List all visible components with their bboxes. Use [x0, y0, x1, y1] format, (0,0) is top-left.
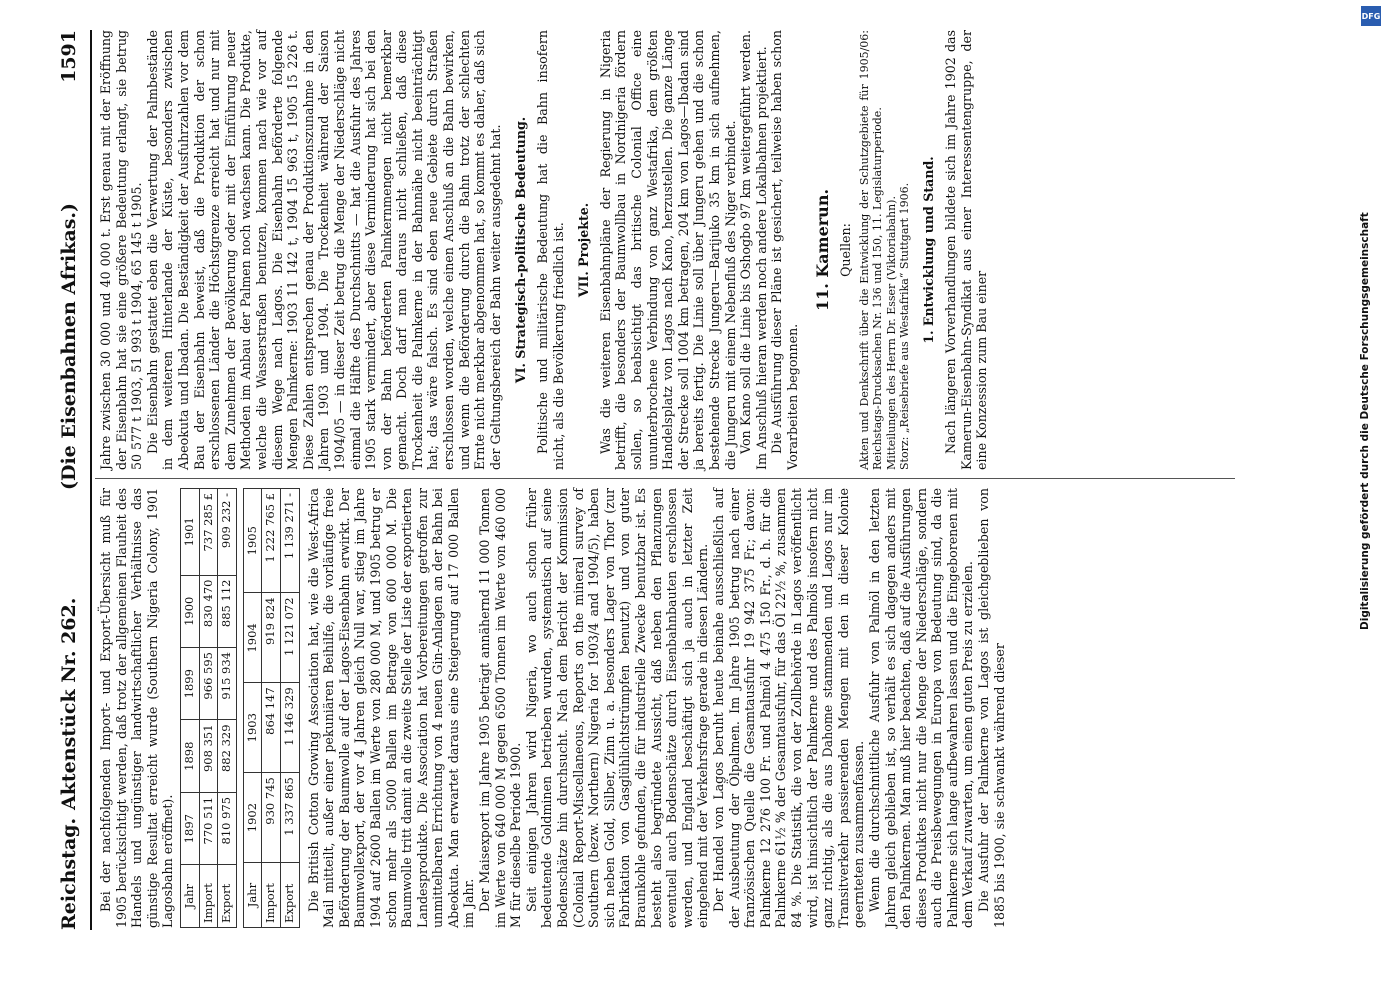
table-cell: 885 112	[218, 575, 237, 647]
paragraph: Der Handel von Lagos beruht heute beinahe ausschließlich auf der Ausbeutung der Ölpalmen. Im Jahre 1905 betrug nach einer französischen Quelle die Gesamtausfuhr 19 942 375 Fr.; davon: Palmkerne 12 276 100 Fr. und Palmöl 4 475 150 Fr., d. h. für die Palmkerne 61½ % der Gesamtausfuhr, für das Öl 22½ %, zusammen 84 %. Die Statistik, die von der Zollbehörde in Lagos veröffentlicht wird, ist hinsichtlich der Palmkerne und des Palmöls insofern nicht ganz richtig, als die aus Dahome stammenden und Lagos nur im Transitverkehr passierenden Mengen mit den in dieser Kolonie geernteten zusammenfassen.	[710, 488, 867, 928]
sources-title: Quellen:	[838, 223, 854, 277]
table-cell: 915 934	[218, 648, 237, 720]
paragraph: Wenn die durchschnittliche Ausfuhr von Palmöl in den letzten Jahren gleich geblieben ist, so verhält es sich dagegen anders mit den Palmkernen. Man muß hier beachten, daß auf die Ausführungen dieses Produktes nicht nur die Menge der Niederschläge, sondern auch die Preisbewegungen in Europa von Bedeutung sind, da die Palmkerne sich lange aufbewahren lassen und die Eingeborenen mit dem Verkauf zuwarten, um einen guten Preis zu erzielen.	[866, 488, 976, 928]
table-header-cell: 1903	[243, 683, 262, 773]
paragraph: Die Eisenbahn gestattet eben die Verwertung der Palmbestände in dem weiteren Hinterlande der Küste, besonders zwischen Abeokuta und Ibadan. Die Beständigkeit der Ausfuhrzahlen vor dem Bau der Eisenbahn beweist, daß die Produktion der schon erschlossenen Länder die Höchstgrenze erreicht hat und nur mit dem Zunehmen der Bevölkerung oder mit der Einführung neuer Methoden im Anbau der Palmen noch wachsen kann. Die Produkte, welche die Wasserstraßen benutzen, kommen nach wie vor auf diesem Wege nach Lagos. Die Eisenbahn beförderte folgende Mengen Palmkerne: 1903 11 142 t, 1904 15 963 t, 1905 15 226 t. Diese Zahlen entsprechen genau der Produktionszunahme in den Jahren 1903 und 1904. Die Trockenheit während der Saison 1904/05 — in dieser Zeit betrug die Menge der Niederschläge nicht einmal die Hälfte des Durchschnitts — hat die Ausfuhr des Jahres 1905 stark vermindert, aber diese Verminderung hat sich bei den von der Bahn beförderten Palmkernmengen nicht bemerkbar gemacht. Doch darf man daraus nicht schließen, daß diese Trockenheit die Palmkerne in der Bahnnähe nicht beeinträchtigt hat; das wäre falsch. Es sind eben neue Gebiete durch Straßen erschlossen worden, welche einen Anschluß an die Bahn bewirken, und wenn die Beförderung durch die Bahn trotz der schlechten Ernte nicht merkbar abgenommen hat, so kommt es daher, daß sich der Geltungsbereich der Bahn weiter ausgedehnt hat.	[144, 30, 503, 470]
table-cell: 882 329	[218, 720, 237, 792]
dfg-logo: DFG	[1361, 6, 1381, 26]
column-divider	[95, 478, 1235, 479]
dfg-watermark	[1357, 0, 1383, 1000]
section-heading: 1. Entwicklung und Stand.	[921, 156, 937, 344]
paragraph: Jahre zwischen 30 000 und 40 000 t. Erst genau mit der Eröffnung der Eisenbahn hat sie eine größere Bedeutung erlangt, sie betrug 50 577 t 1903, 51 993 t 1904, 65 145 t 1905.	[98, 30, 145, 470]
table-header-cell: 1900	[180, 575, 199, 647]
paragraph: Der Maisexport im Jahre 1905 beträgt annähernd 11 000 Tonnen im Werte von 640 000 M gegen 6500 Tonnen im Werte von 460 000 M für dieselbe Periode 1900.	[477, 488, 524, 928]
table-cell: Import	[262, 863, 281, 928]
table-row	[280, 489, 299, 928]
table-cell: 1 121 072	[280, 593, 299, 683]
source-item: Akten und Denkschrift über die Entwicklung der Schutzgebiete für 1905/06: Reichstags-Drucksachen Nr. 136 und 150, 11. Legislaturperiode.	[857, 30, 885, 470]
table-cell: 1 146 329	[280, 683, 299, 773]
paragraph: Die British Cotton Growing Association hat, wie die West-Africa Mail mitteilt, außer einer pekuniären Beihilfe, die vorläufige freie Beförderung der Baumwolle auf der Lagos-Eisenbahn erwirkt. Der Baumwollexport, der vor 4 Jahren gleich Null war, stieg im Jahre 1904 auf 2600 Ballen im Werte von 280 000 M, und 1905 betrug er schon mehr als 5000 Ballen im Betrage von 600 000 M. Die Baumwolle tritt damit an die zweite Stelle der Liste der exportierten Landesprodukte. Die Association hat Vorbereitungen getroffen zur unmittelbaren Errichtung von 4 neuen Gin-Anlagen an der Bahn bei Abeokuta. Man erwartet daraus eine Steigerung auf 17 000 Ballen im Jahr.	[305, 488, 477, 928]
table-cell: Import	[199, 865, 218, 928]
source-item: Mitteilungen des Herrn Dr. Esser (Viktoriabahn).	[884, 196, 898, 470]
table-cell: 1 222 765 £	[262, 489, 281, 593]
table-row	[262, 489, 281, 928]
header-subtitle: (Die Eisenbahnen Afrikas.)	[58, 202, 80, 490]
header-rule	[90, 30, 92, 930]
chapter-heading: 11. Kamerun.	[812, 188, 832, 312]
paragraph: Von Kano soll die Linie bis Oshogbo 97 km weitergeführt werden. Im Anschluß hieran werden noch andere Lokalbahnen projektiert.	[738, 30, 769, 470]
table-header-cell: Jahr	[243, 863, 262, 928]
table-row	[199, 489, 218, 928]
table-row	[218, 489, 237, 928]
table-header-cell: Jahr	[180, 865, 199, 928]
dfg-credit-text: Digitalisierung gefördert durch die Deutsche Forschungsgemeinschaft	[1359, 212, 1371, 630]
table-header-row	[243, 489, 262, 928]
table-header-cell: 1898	[180, 720, 199, 792]
paragraph: Was die weiteren Eisenbahnpläne der Regierung in Nigeria betrifft, die besonders der Baumwollbau in Nordnigeria fördern sollen, so beabsichtigt das britische Colonial Office eine ununterbrochene Verbindung von ganz Westafrika, dem größten Handelsplatz von Lagos nach Kano, herzustellen. Die ganze Länge der Strecke soll 1004 km betragen, 204 km von Lagos—Ibadan sind ja bereits fertig. Die Linie soll über Jungeru gehen und die schon bestehende Strecke Jungeru—Barijuko 35 km in sich aufnehmen, die Jungeru mit einem Nebenfluß des Niger verbindet.	[597, 30, 738, 470]
header-title: Aktenstück Nr. 262.	[58, 597, 80, 810]
table-cell: 919 824	[262, 593, 281, 683]
section-heading: VI. Strategisch-politische Bedeutung.	[513, 116, 529, 384]
source-item: Storz: „Reisebriefe aus Westafrika“ Stuttgart 1906.	[897, 182, 911, 470]
table-cell: 737 285 £	[199, 489, 218, 576]
left-column	[98, 488, 1007, 928]
table-cell: 830 470	[199, 575, 218, 647]
table-cell: 966 595	[199, 648, 218, 720]
table-cell: 930 745	[262, 773, 281, 863]
intro-paragraph: Bei der nachfolgenden Import- und Export-Übersicht muß für 1905 berücksichtigt werden, daß trotz der allgemeinen Flauheit des Handels und ungünstiger landwirtschaftlicher Verhältnisse das günstige Resultat erreicht wurde (Southern Nigeria Colony, 1901 Lagosbahn eröffnet).	[98, 488, 176, 928]
table-cell: 864 147	[262, 683, 281, 773]
table-header-cell: 1899	[180, 648, 199, 720]
trade-table-2	[243, 488, 300, 928]
table-header-cell: 1904	[243, 593, 262, 683]
table-header-cell: 1902	[243, 773, 262, 863]
table-header-cell: 1901	[180, 489, 199, 576]
table-header-row	[180, 489, 199, 928]
trade-table-1	[180, 488, 237, 928]
table-cell: 909 232 -	[218, 489, 237, 576]
table-header-cell: 1905	[243, 489, 262, 593]
table-cell: 1 139 271 -	[280, 489, 299, 593]
section-heading: VII. Projekte.	[576, 202, 592, 298]
table-cell: Export	[280, 863, 299, 928]
paragraph: Die Ausführung dieser Pläne ist gesichert, teilweise haben schon Vorarbeiten begonnen.	[769, 30, 800, 470]
header-left: Reichstag.	[58, 817, 80, 930]
table-cell: 770 511	[199, 792, 218, 864]
table-cell: 1 337 865	[280, 773, 299, 863]
page-number: 1591	[58, 30, 80, 83]
right-column	[98, 30, 990, 470]
paragraph: Nach längeren Vorverhandlungen bildete sich im Jahre 1902 das Kamerun-Eisenbahn-Syndikat aus einer Interessentengruppe, der eine Konzession zum Bau einer	[942, 30, 990, 470]
paragraph: Die Ausfuhr der Palmkerne von Lagos ist gleichgeblieben von 1885 bis 1900, sie schwankt während dieser	[976, 488, 1007, 928]
table-cell: Export	[218, 865, 237, 928]
paragraph: Politische und militärische Bedeutung hat die Bahn insofern nicht, als die Bevölkerung friedlich ist.	[535, 30, 566, 470]
table-cell: 810 975	[218, 792, 237, 864]
page-header	[58, 30, 84, 930]
paragraph: Seit einigen Jahren wird Nigeria, wo auch schon früher bedeutende Goldminen betrieben wurden, systematisch auf seine Bodenschätze hin durchsucht. Nach dem Bericht der Kommission (Colonial Report-Miscellaneous, Reports on the mineral survey of Southern (bezw. Northern) Nigeria for 1903/4 and 1904/5), haben sich neben Gold, Silber, Zinn u. a. besonders Lager von Thor (zur Fabrikation von Gasglühlichtstrümpfen benutzt) und von guter Braunkohle gefunden, die für industrielle Zwecke benutzbar ist. Es besteht also begründete Aussicht, daß neben den Pflanzungen eventuell auch Bodenschätze durch Eisenbahnbauten erschlossen werden, und England beschäftigt sich ja auch in letzter Zeit eingehend mit der Verkehrsfrage gerade in diesen Ländern.	[523, 488, 711, 928]
table-cell: 908 351	[199, 720, 218, 792]
table-header-cell: 1897	[180, 792, 199, 864]
